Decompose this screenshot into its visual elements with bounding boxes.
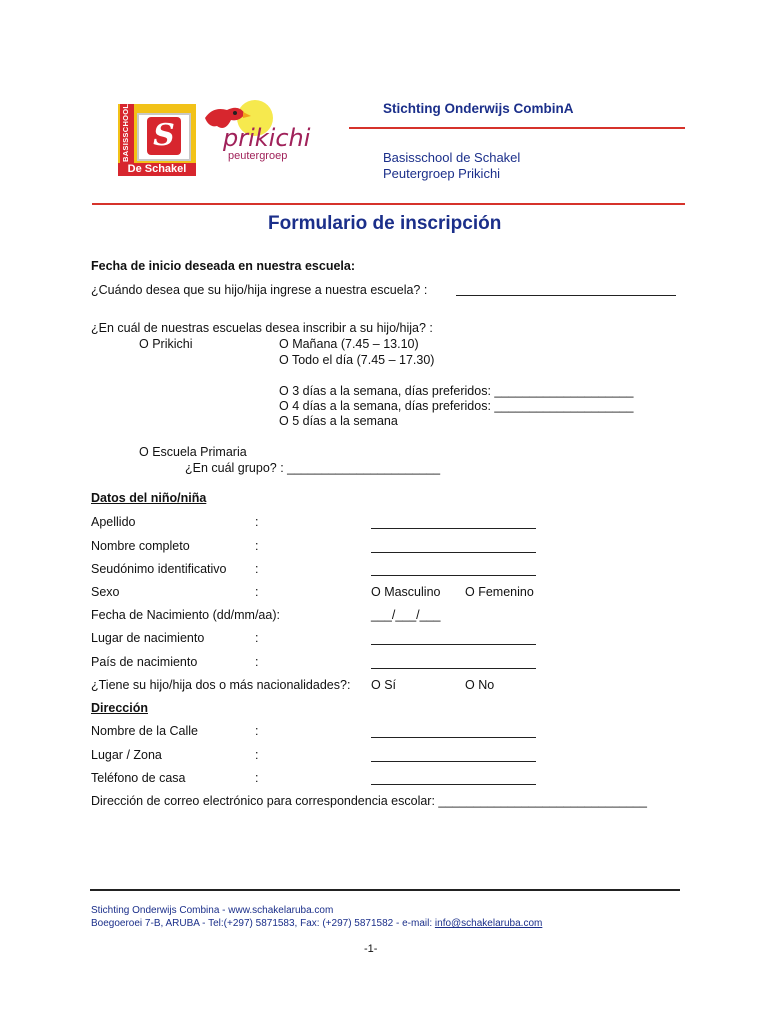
telefono-field[interactable] bbox=[371, 784, 536, 785]
logo-bottom-text: De Schakel bbox=[118, 163, 196, 176]
footer-divider bbox=[90, 889, 680, 891]
masculino-option[interactable]: O Masculino bbox=[371, 585, 441, 599]
colon: : bbox=[255, 748, 259, 762]
label-nombre: Nombre completo bbox=[91, 539, 190, 553]
full-day-option[interactable]: O Todo el día (7.45 – 17.30) bbox=[279, 353, 435, 367]
four-days-option[interactable]: O 4 días a la semana, días preferidos: ____________________ bbox=[279, 399, 634, 413]
colon: : bbox=[255, 771, 259, 785]
three-days-option[interactable]: O 3 días a la semana, días preferidos: ____________________ bbox=[279, 384, 634, 398]
seudonimo-field[interactable] bbox=[371, 575, 536, 576]
five-days-option[interactable]: O 5 días a la semana bbox=[279, 414, 398, 428]
colon: : bbox=[255, 631, 259, 645]
colon: : bbox=[255, 539, 259, 553]
page-title: Formulario de inscripción bbox=[268, 213, 502, 234]
label-calle: Nombre de la Calle bbox=[91, 724, 198, 738]
primary-school-option[interactable]: O Escuela Primaria bbox=[139, 445, 247, 459]
colon: : bbox=[255, 585, 259, 599]
start-question: ¿Cuándo desea que su hijo/hija ingrese a nuestra escuela? : bbox=[91, 283, 428, 297]
footer-email-link[interactable]: info@schakelaruba.com bbox=[434, 918, 543, 929]
si-option[interactable]: O Sí bbox=[371, 678, 397, 692]
child-data-heading: Datos del niño/niña bbox=[91, 491, 207, 505]
footer-address: Boegoeroei 7-B, ARUBA - Tel:(+297) 5871583, Fax: (+297) 5871582 - e-mail: bbox=[91, 918, 435, 929]
label-lugar-nacimiento: Lugar de nacimiento bbox=[91, 631, 205, 645]
lugar-nacimiento-field[interactable] bbox=[371, 644, 536, 645]
no-option[interactable]: O No bbox=[465, 678, 495, 692]
footer-line-1: Stichting Onderwijs Combina - www.schakelaruba.com bbox=[91, 905, 334, 916]
start-heading: Fecha de inicio deseada en nuestra escuela: bbox=[91, 259, 355, 273]
nombre-field[interactable] bbox=[371, 552, 536, 553]
morning-option[interactable]: O Mañana (7.45 – 13.10) bbox=[279, 337, 419, 351]
label-telefono: Teléfono de casa bbox=[91, 771, 186, 785]
zona-field[interactable] bbox=[371, 761, 536, 762]
label-fecha-nacimiento: Fecha de Nacimiento (dd/mm/aa): bbox=[91, 608, 280, 622]
label-apellido: Apellido bbox=[91, 515, 136, 529]
apellido-field[interactable] bbox=[371, 528, 536, 529]
school-line-1: Basisschool de Schakel bbox=[383, 150, 521, 165]
pais-nacimiento-field[interactable] bbox=[371, 668, 536, 669]
colon: : bbox=[255, 655, 259, 669]
group-question[interactable]: ¿En cuál grupo? : ______________________ bbox=[185, 461, 441, 475]
address-heading: Dirección bbox=[91, 701, 148, 715]
label-zona: Lugar / Zona bbox=[91, 748, 162, 762]
fecha-nacimiento-field[interactable]: ___/___/___ bbox=[371, 608, 441, 622]
header-divider-long bbox=[92, 203, 685, 205]
label-pais-nacimiento: País de nacimiento bbox=[91, 655, 198, 669]
page-number: -1- bbox=[364, 943, 378, 955]
label-nacionalidades: ¿Tiene su hijo/hija dos o más nacionalidades?: bbox=[91, 678, 351, 692]
school-question: ¿En cuál de nuestras escuelas desea inscribir a su hijo/hija? : bbox=[91, 321, 433, 335]
header-divider-short bbox=[349, 127, 685, 129]
logo-letter: S bbox=[153, 118, 175, 153]
label-sexo: Sexo bbox=[91, 585, 120, 599]
calle-field[interactable] bbox=[371, 737, 536, 738]
start-date-field[interactable] bbox=[456, 295, 676, 296]
footer-line-2 bbox=[91, 918, 542, 929]
school-line-2: Peutergroep Prikichi bbox=[383, 166, 501, 181]
logo-vertical-text: BASISSCHOOL bbox=[121, 103, 130, 162]
org-name: Stichting Onderwijs CombinA bbox=[383, 101, 574, 116]
label-seudonimo: Seudónimo identificativo bbox=[91, 562, 227, 576]
prikichi-option[interactable]: O Prikichi bbox=[139, 337, 193, 351]
colon: : bbox=[255, 515, 259, 529]
colon: : bbox=[255, 562, 259, 576]
email-field[interactable]: Dirección de correo electrónico para correspondencia escolar: ______________________________ bbox=[91, 794, 647, 808]
peutergroep-logo-text: peutergroep bbox=[228, 150, 288, 162]
prikichi-logo-text: prikichi bbox=[223, 124, 311, 152]
femenino-option[interactable]: O Femenino bbox=[465, 585, 534, 599]
colon: : bbox=[255, 724, 259, 738]
